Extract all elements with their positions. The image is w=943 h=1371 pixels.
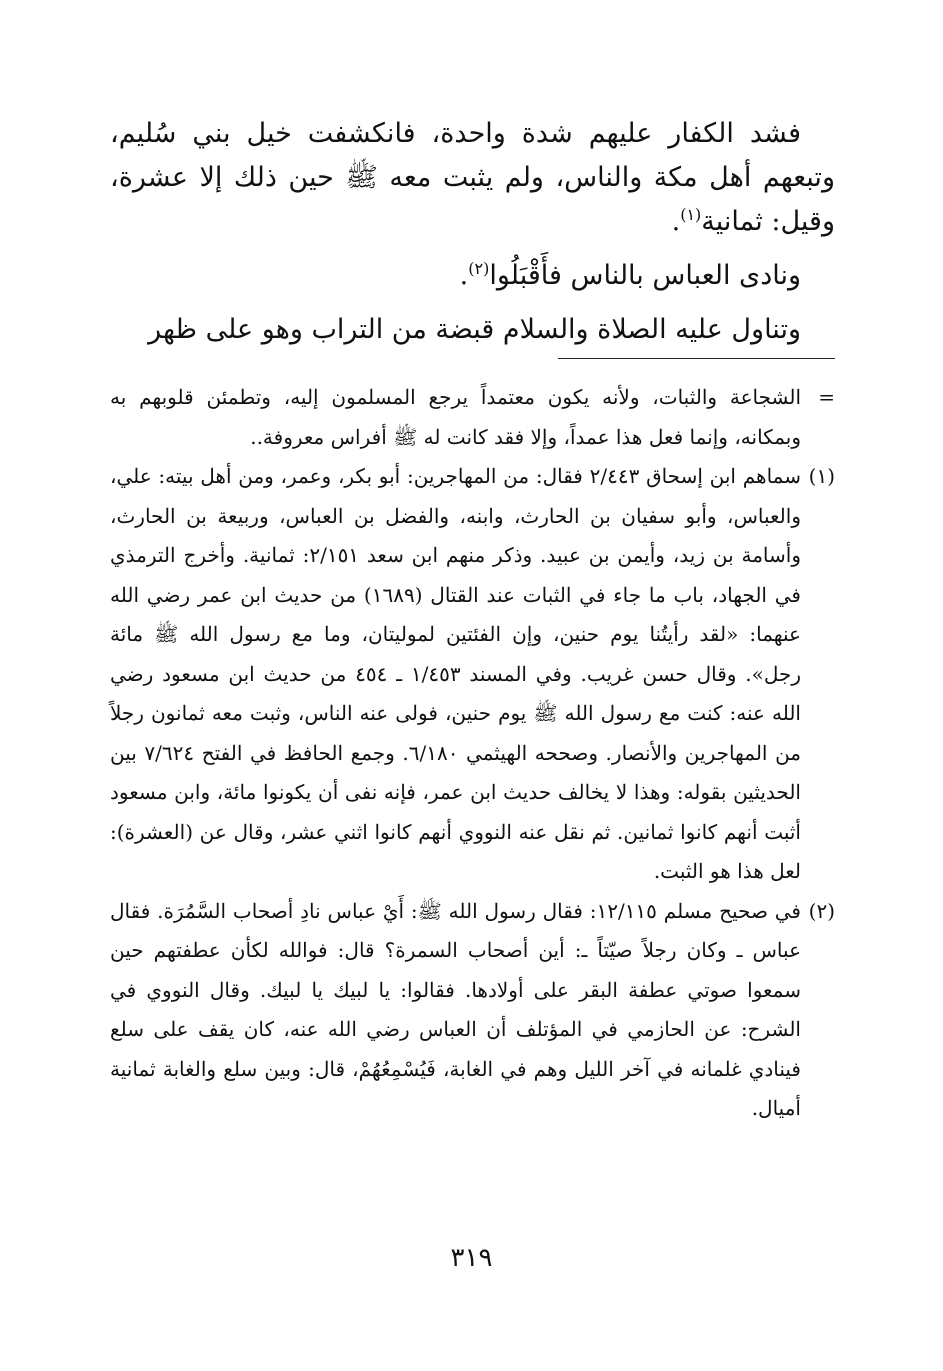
main-paragraph-text: ونادى العباس بالناس فأَقْبَلُوا — [489, 260, 801, 291]
footnote-marker: = — [818, 385, 835, 409]
footnote-divider — [558, 358, 835, 359]
footnote-reference: (٢) — [468, 259, 490, 278]
footnote-text: سماهم ابن إسحاق ٢/٤٤٣ فقال: من المهاجرين: أبو بكر، وعمر، ومن أهل بيته: علي، والعباس، وأبو سفيان بن الحارث، وابنه، والفضل بن العباس، وربيعة بن الحارث، وأسامة بن زيد، وأيمن بن عبيد. وذكر منهم ابن سعد ٢/١٥١: ثمانية. وأخرج الترمذي في الجهاد، باب ما جاء في الثبات عند القتال (١٦٨٩) من حديث ابن عمر رضي الله عنهما: «لقد رأيتُنا يوم حنين، وإن الفئتين لموليتان، وما مع رسول الله ﷺ مائة رجل». وقال حسن غريب. وفي المسند ١/٤٥٣ ـ ٤٥٤ من حديث ابن مسعود رضي الله عنه: كنت مع رسول الله ﷺ يوم حنين، فولى عنه الناس، وثبت معه ثمانون رجلاً من المهاجرين والأنصار. وصححه الهيثمي ٦/١٨٠. وجمع الحافظ في الفتح ٧/٦٢٤ بين الحديثين بقوله: وهذا لا يخالف حديث ابن عمر، فإنه نفى أن يكونوا مائة، وابن مسعود أثبت أنهم كانوا ثمانين. ثم نقل عنه النووي أنهم كانوا اثني عشر، وقال عن (العشرة): لعل هذا هو الثبت. — [110, 464, 802, 883]
footnotes — [110, 378, 835, 1129]
punctuation: . — [459, 260, 469, 291]
punctuation: . — [671, 206, 681, 237]
main-paragraph — [110, 308, 835, 352]
footnote-reference: (١) — [680, 205, 702, 224]
footnote-marker: (٢) — [808, 898, 835, 923]
main-text — [110, 112, 835, 362]
main-paragraph-text: فشد الكفار عليهم شدة واحدة، فانكشفت خيل بني سُليم، وتبعهم أهل مكة والناس، ولم يثبت معه ﷺ حين ذلك إلا عشرة، وقيل: ثمانية — [110, 118, 835, 237]
footnote-2 — [110, 892, 835, 1129]
footnote-1 — [110, 457, 835, 892]
footnote-marker: (١) — [808, 464, 835, 488]
footnote-text: في صحيح مسلم ١٢/١١٥: فقال رسول الله ﷺ: أَيْ عباس نادِ أصحاب السَّمُرَة. فقال عباس ـ وكان رجلاً صيّتاً ـ: أين أصحاب السمرة؟ قال: فوالله لكأن عطفتهم حين سمعوا صوتي عطفة البقر على أولادها. فقالوا: يا لبيك يا لبيك. وقال النووي في الشرح: عن الحازمي في المؤتلف أن العباس رضي الله عنه، كان يقف على سلع فينادي غلمانه في آخر الليل وهم في الغابة، فَيُسْمِعُهُمْ، قال: وبين سلع والغابة ثمانية أميال. — [110, 898, 801, 1120]
footnote-text: الشجاعة والثبات، ولأنه يكون معتمداً يرجع المسلمون إليه، وتطمئن قلوبهم به وبمكانه، وإنما فعل هذا عمداً، وإلا فقد كانت له ﷺ أفراس معروفة.. — [110, 385, 801, 449]
footnote-continuation — [110, 378, 835, 457]
main-paragraph — [110, 112, 835, 244]
main-paragraph — [110, 254, 835, 298]
main-paragraph-text: وتناول عليه الصلاة والسلام قبضة من التراب وهو على ظهر — [148, 314, 801, 345]
page-number: ٣١٩ — [450, 1243, 493, 1273]
